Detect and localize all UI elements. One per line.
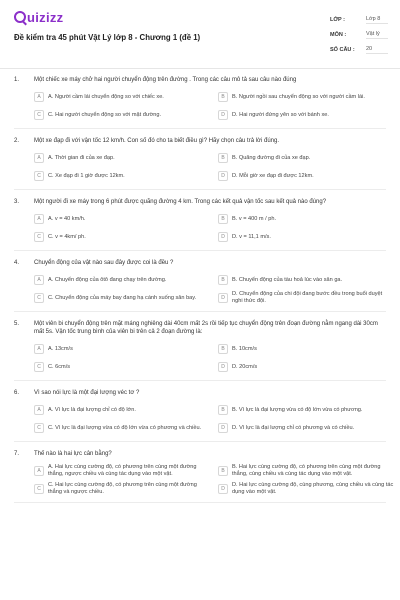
answer-options: [34, 464, 394, 496]
answer-letter-box: C: [34, 110, 44, 120]
question-text: Một viên bi chuyển động trên mặt máng nghiêng dài 40cm mất 2s rồi tiếp tục chuyển động trên đoạn đường nằm ngang dài 30cm mất 5s. Vận tốc trung bình của viên bi trên cả 2 đoạn đường là:: [34, 321, 378, 335]
answer-text: B. Người ngồi sau chuyển động so với người cầm lái.: [232, 93, 365, 100]
question-number: 4.: [14, 260, 20, 266]
question-text: Chuyển động của vật nào sau đây được coi là đều ?: [34, 260, 174, 266]
answer-text: A. Vì lực là đại lượng chỉ có độ lớn.: [48, 406, 136, 413]
question-divider: [14, 250, 386, 251]
answer-text: B. Quãng đường đi của xe đạp.: [232, 154, 311, 161]
answer-letter-box: D: [218, 293, 228, 303]
answer-option[interactable]: [34, 108, 216, 122]
meta-value: Lớp 8: [366, 16, 388, 24]
question-header: [14, 320, 386, 336]
question-item: [0, 259, 400, 312]
answer-options: [34, 90, 386, 122]
question-number: 5.: [14, 321, 20, 327]
answer-options: [34, 212, 386, 244]
answer-text: B. v = 400 m / ph.: [232, 215, 276, 222]
meta-label: SỐ CÂU :: [330, 46, 355, 53]
answer-letter-box: D: [218, 171, 228, 181]
answer-options: [34, 342, 386, 374]
answer-letter-box: D: [218, 232, 228, 242]
answer-option[interactable]: [34, 151, 216, 165]
question-number: 6.: [14, 390, 20, 396]
answer-text: D. Chuyển động của chi đội đang bước đều trong buổi duyệt nghi thức đội.: [232, 291, 383, 304]
answer-option[interactable]: [34, 342, 216, 356]
question-divider: [14, 311, 386, 312]
answer-letter-box: B: [218, 92, 228, 102]
answer-options: [34, 273, 386, 305]
question-text: Một chiếc xe máy chở hai người chuyển động trên đường . Trong các câu mô tả sau câu nào đúng: [34, 77, 297, 83]
answer-option[interactable]: [218, 230, 400, 244]
answer-text: A. Người cầm lái chuyển động so với chiếc xe.: [48, 93, 164, 100]
answer-option[interactable]: [34, 403, 216, 417]
answer-letter-box: A: [34, 275, 44, 285]
answer-option[interactable]: [34, 291, 216, 305]
meta-label: MÔN :: [330, 31, 347, 38]
answer-text: C. Hai lực cùng cường độ, có phương trên cùng một đường thẳng và ngược chiều.: [48, 482, 197, 495]
answer-text: D. Hai lực cùng cường độ, cùng phương, cùng chiều và cùng tác dụng vào một vật.: [232, 482, 394, 495]
question-number: 3.: [14, 199, 20, 205]
worksheet-header: [0, 0, 400, 62]
meta-label: LỚP :: [330, 16, 345, 23]
question-number: 1.: [14, 77, 20, 83]
answer-option[interactable]: [218, 482, 400, 496]
answer-option[interactable]: [34, 169, 216, 183]
question-text: Một người đi xe máy trong 6 phút được quãng đường 4 km. Trong các kết quả vận tốc sau kết quả nào đúng?: [34, 199, 327, 205]
question-divider: [14, 441, 386, 442]
document-title: Đề kiểm tra 45 phút Vật Lý lớp 8 - Chương 1 (đề 1): [14, 33, 201, 42]
question-item: [0, 198, 400, 251]
answer-text: C. Chuyển động của máy bay đang hạ cánh xuống sân bay.: [48, 294, 197, 301]
answer-letter-box: D: [218, 362, 228, 372]
meta-value: Vật lý: [366, 31, 388, 39]
question-divider: [14, 128, 386, 129]
answer-letter-box: D: [218, 423, 228, 433]
answer-text: B. Chuyển động của tàu hoả lúc vào sân ga.: [232, 276, 343, 283]
answer-letter-box: A: [34, 466, 44, 476]
answer-letter-box: C: [34, 171, 44, 181]
answer-text: A. Thời gian đi của xe đạp.: [48, 154, 115, 161]
question-item: [0, 76, 400, 129]
answer-option[interactable]: [34, 421, 216, 435]
answer-text: C. Hai người chuyển động so với mặt đường.: [48, 111, 162, 118]
answer-letter-box: A: [34, 344, 44, 354]
question-header: [14, 198, 386, 206]
question-header: [14, 137, 386, 145]
answer-text: C. Xe đạp đi 1 giờ được 12km.: [48, 172, 125, 179]
answer-text: D. v = 11,1 m/s.: [232, 233, 271, 240]
answer-option[interactable]: [34, 482, 216, 496]
answer-option[interactable]: [218, 273, 400, 287]
answer-letter-box: A: [34, 153, 44, 163]
answer-letter-box: B: [218, 405, 228, 415]
header-divider: [0, 68, 400, 69]
question-divider: [14, 380, 386, 381]
answer-option[interactable]: [218, 421, 400, 435]
answer-options: [34, 403, 386, 435]
answer-text: C. Vì lực là đại lượng vừa có độ lớn vừa có phương và chiều.: [48, 424, 202, 431]
question-header: [14, 389, 386, 397]
question-number: 2.: [14, 138, 20, 144]
answer-text: D. Hai người đứng yên so với bánh xe.: [232, 111, 329, 118]
answer-option[interactable]: [218, 360, 400, 374]
answer-option[interactable]: [34, 230, 216, 244]
answer-text: D. Vì lực là đại lượng chỉ có phương và có chiều.: [232, 424, 355, 431]
answer-text: D. Mỗi giờ xe đạp đi được 12km.: [232, 172, 314, 179]
answer-text: A. 13cm/s: [48, 345, 73, 352]
question-item: [0, 450, 400, 503]
answer-option[interactable]: [218, 212, 400, 226]
answer-text: B. Vì lực là đại lượng vừa có độ lớn vừa có phương.: [232, 406, 363, 413]
meta-row: [330, 12, 388, 27]
answer-options: [34, 151, 386, 183]
answer-option[interactable]: [34, 212, 216, 226]
answer-text: B. 10cm/s: [232, 345, 257, 352]
answer-option[interactable]: [218, 108, 400, 122]
question-header: [14, 259, 386, 267]
answer-letter-box: D: [218, 110, 228, 120]
answer-letter-box: C: [34, 423, 44, 433]
answer-letter-box: B: [218, 153, 228, 163]
question-text: Thế nào là hai lực cân bằng?: [34, 451, 112, 457]
question-header: [14, 76, 386, 84]
answer-option[interactable]: [218, 169, 400, 183]
answer-option[interactable]: [218, 464, 400, 478]
answer-letter-box: C: [34, 484, 44, 494]
question-divider: [14, 189, 386, 190]
question-list: [0, 76, 400, 511]
worksheet-meta: [330, 12, 388, 57]
answer-letter-box: C: [34, 362, 44, 372]
answer-option[interactable]: [34, 360, 216, 374]
meta-row: [330, 27, 388, 42]
answer-letter-box: C: [34, 293, 44, 303]
logo-text: uizizz: [27, 10, 64, 25]
meta-value: 20: [366, 46, 388, 54]
question-item: [0, 137, 400, 190]
answer-option[interactable]: [34, 464, 216, 478]
question-divider: [14, 502, 386, 503]
question-item: [0, 320, 400, 381]
question-text: Vì sao nói lực là một đại lượng véc tơ ?: [34, 390, 140, 396]
answer-letter-box: A: [34, 405, 44, 415]
answer-letter-box: B: [218, 214, 228, 224]
answer-text: A. Hai lực cùng cường độ, có phương trên cùng một đường thẳng, ngược chiều và cùng tác dụng vào một vật.: [48, 464, 197, 477]
meta-row: [330, 42, 388, 57]
answer-option[interactable]: [218, 90, 400, 104]
answer-letter-box: B: [218, 344, 228, 354]
answer-letter-box: D: [218, 484, 228, 494]
answer-text: A. v = 40 km/h.: [48, 215, 86, 222]
answer-letter-box: B: [218, 275, 228, 285]
answer-option[interactable]: [34, 273, 216, 287]
question-text: Một xe đạp đi với vận tốc 12 km/h. Con số đó cho ta biết điều gì? Hãy chọn câu trả lời đúng.: [34, 138, 280, 144]
answer-letter-box: A: [34, 92, 44, 102]
answer-text: C. v = 4km/ ph.: [48, 233, 86, 240]
answer-letter-box: C: [34, 232, 44, 242]
logo-q-icon: [14, 11, 26, 23]
answer-letter-box: B: [218, 466, 228, 476]
question-item: [0, 389, 400, 442]
answer-option[interactable]: [218, 291, 400, 305]
question-number: 7.: [14, 451, 20, 457]
answer-option[interactable]: [218, 342, 400, 356]
answer-option[interactable]: [218, 403, 400, 417]
answer-text: D. 20cm/s: [232, 363, 258, 370]
answer-option[interactable]: [218, 151, 400, 165]
answer-text: A. Chuyển động của ôtô đang chạy trên đường.: [48, 276, 167, 283]
answer-text: C. 6cm/s: [48, 363, 71, 370]
question-header: [14, 450, 386, 458]
answer-option[interactable]: [34, 90, 216, 104]
answer-letter-box: A: [34, 214, 44, 224]
answer-text: B. Hai lực cùng cường độ, có phương trên cùng một đường thẳng, cùng chiều và cùng tác dụng vào một vật.: [232, 464, 381, 477]
